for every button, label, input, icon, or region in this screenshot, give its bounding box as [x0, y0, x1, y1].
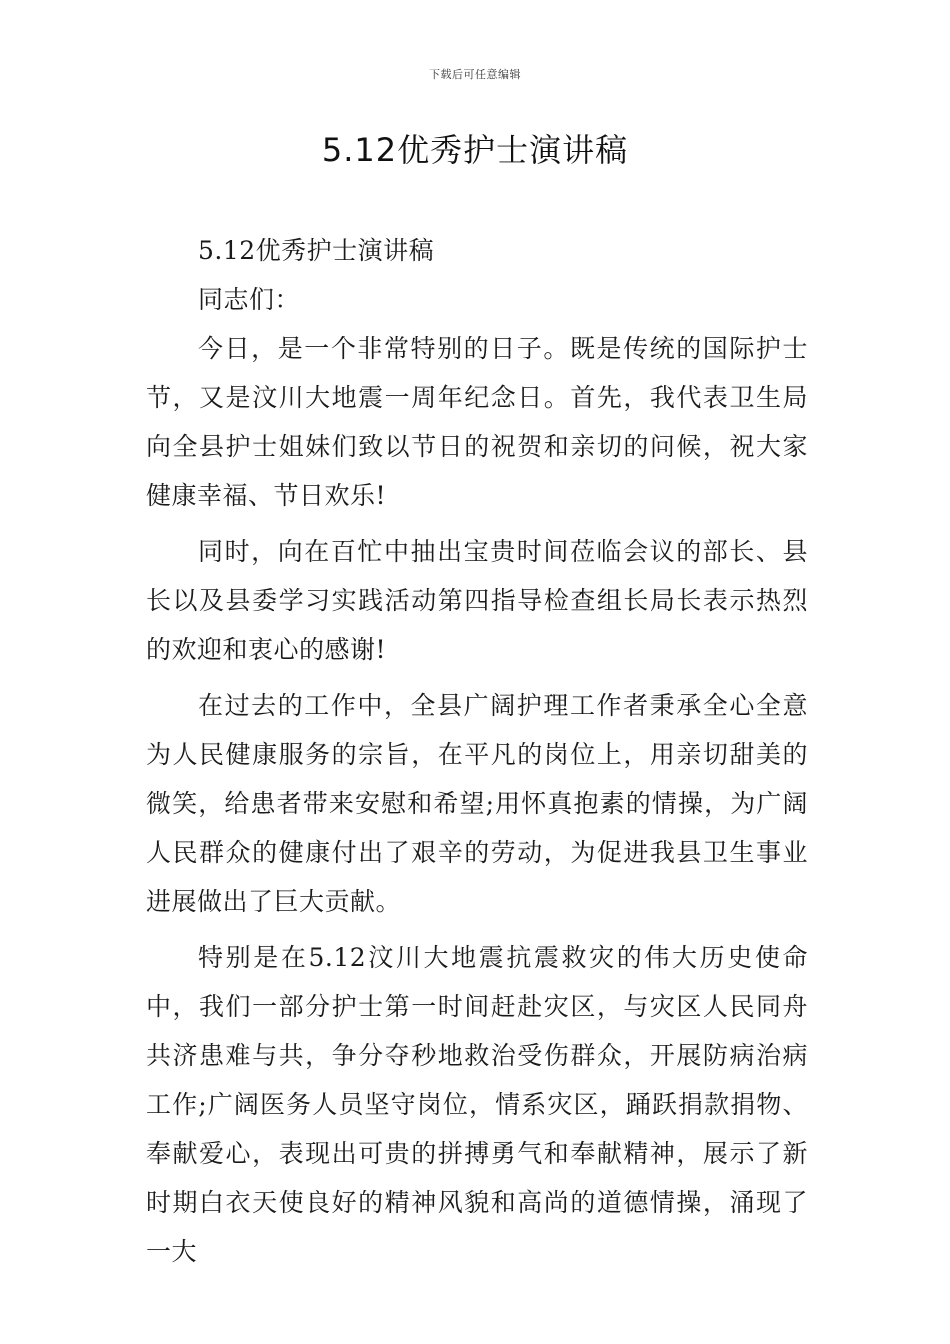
document-title: 5.12优秀护士演讲稿	[321, 131, 629, 169]
header-note: 下载后可任意编辑	[429, 68, 521, 81]
paragraph-opening: 今日，是一个非常特别的日子。既是传统的国际护士节，又是汶川大地震一周年纪念日。首先，我代表卫生局向全县护士姐妹们致以节日的祝贺和亲切的问候，祝大家健康幸福、节日欢乐!	[146, 334, 808, 510]
paragraph-salutation: 同志们：	[198, 285, 301, 314]
paragraph-thanks: 同时，向在百忙中抽出宝贵时间莅临会议的部长、县长以及县委学习实践活动第四指导检查组长局长表示热烈的欢迎和衷心的感谢!	[146, 537, 808, 664]
paragraph-earthquake: 特别是在5.12汶川大地震抗震救灾的伟大历史使命中，我们一部分护士第一时间赶赴灾区，与灾区人民同舟共济患难与共，争分夺秒地救治受伤群众，开展防病治病工作;广阔医务人员坚守岗位，情系灾区，踊跃捐款捐物、奉献爱心，表现出可贵的拼搏勇气和奉献精神，展示了新时期白衣天使良好的精神风貌和高尚的道德情操，涌现了一大	[146, 943, 808, 1266]
document-body	[146, 226, 808, 1276]
paragraph-achievements: 在过去的工作中，全县广阔护理工作者秉承全心全意为人民健康服务的宗旨，在平凡的岗位上，用亲切甜美的微笑，给患者带来安慰和希望;用怀真抱素的情操，为广阔人民群众的健康付出了艰辛的劳动，为促进我县卫生事业进展做出了巨大贡献。	[146, 691, 808, 916]
paragraph-subtitle: 5.12优秀护士演讲稿	[198, 236, 435, 265]
